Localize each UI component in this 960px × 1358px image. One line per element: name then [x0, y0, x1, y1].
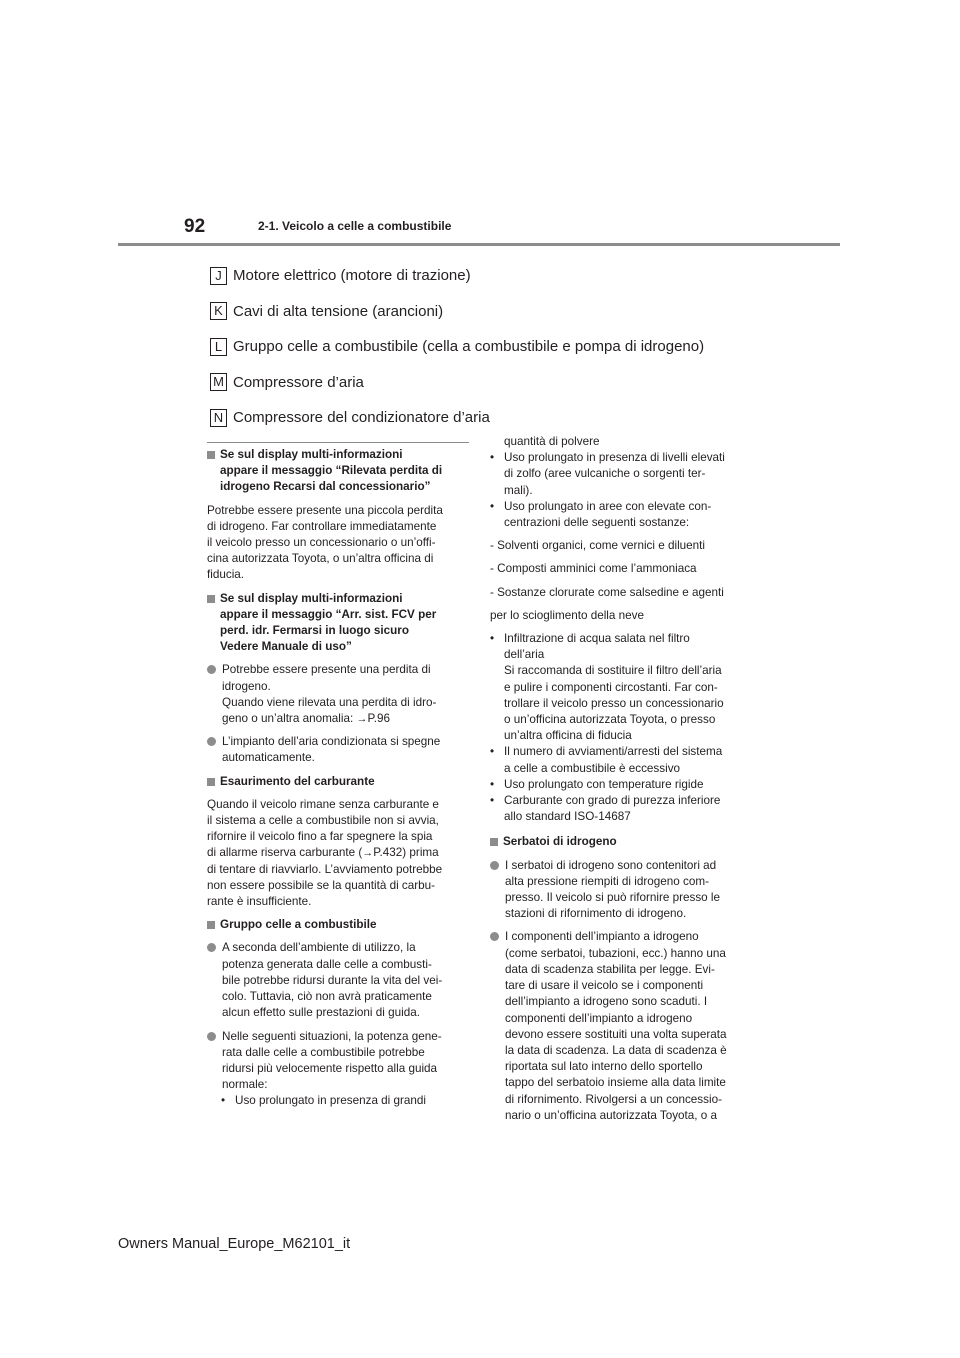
legend-item-j: [210, 258, 850, 294]
body-text: Quando il veicolo rimane senza carburante e il sistema a celle a combustibile non si avvia, rifornire il veicolo fino a far spegnere la spia di allarme riserva carburante (→P.432) prima di tentare di riavviarlo. L’avviamento potrebbe non essere possibile se la quantità di carbu- rante è insufficiente.: [207, 797, 443, 909]
continued-text: quantità di polvere: [504, 435, 600, 448]
legend-item-m: [210, 365, 850, 401]
list-item: Nelle seguenti situazioni, la potenza gene- rata dalle celle a combustibile potrebbe ridursi più velocemente rispetto alla guida normale:: [207, 1029, 469, 1094]
section-heading: Se sul display multi-informazioni appare il messaggio “Arr. sist. FCV per perd. idr. Fermarsi in luogo sicuro Vedere Manuale di uso”: [207, 591, 469, 656]
legend-item-k: [210, 294, 850, 330]
arrow-icon: →: [362, 847, 374, 860]
square-bullet-icon: [490, 838, 498, 846]
legend-text: Compressore del condizionatore d’aria: [233, 409, 490, 427]
legend-text: Cavi di alta tensione (arancioni): [233, 302, 444, 320]
legend-key: L: [210, 338, 227, 356]
sub-bullet: • Uso prolungato in presenza di grandi: [221, 1094, 427, 1108]
page-number: 92: [184, 216, 206, 237]
circle-bullet-icon: [207, 1032, 216, 1041]
sub-bullet: • Il numero di avviamenti/arresti del sistema a celle a combustibile è eccessivo: [490, 745, 723, 775]
circle-bullet-icon: [490, 932, 499, 941]
section-heading: Se sul display multi-informazioni appare il messaggio “Rilevata perdita di idrogeno Recarsi dal concessionario”: [207, 447, 469, 496]
circle-bullet-icon: [207, 665, 216, 674]
list-item: Potrebbe essere presente una perdita di idrogeno. Quando viene rilevata una perdita di idro- geno o un’altra anomalia: →P.96: [207, 662, 469, 727]
legend-text: Gruppo celle a combustibile (cella a combustibile e pompa di idrogeno): [233, 338, 705, 356]
sub-bullet: • Carburante con grado di purezza inferiore allo standard ISO-14687: [490, 794, 721, 824]
page-reference-link[interactable]: P.432) prima di tentare di riavviarlo. L’avviamento potrebbe non essere possibile se la quantità di carbu- rante è insufficiente.: [207, 846, 443, 909]
dash-item: - Sostanze clorurate come salsedine e agenti: [490, 585, 724, 599]
circle-bullet-icon: [490, 861, 499, 870]
square-bullet-icon: [207, 451, 215, 459]
circle-bullet-icon: [207, 943, 216, 952]
header-rule: [118, 243, 840, 246]
footer-doc-id: Owners Manual_Europe_M62101_it: [118, 1236, 351, 1252]
body-text: Potrebbe essere presente una piccola perdita di idrogeno. Far controllare immediatamente il veicolo presso un concessionario o un’offi- cina autorizzata Toyota, o un’altra officina di fiducia.: [207, 503, 443, 582]
sub-bullet: • Uso prolungato in aree con elevate con- centrazioni delle seguenti sostanze:: [490, 499, 712, 530]
left-column: [207, 447, 469, 1110]
legend-key: N: [210, 409, 227, 427]
arrow-icon: →: [356, 713, 368, 726]
list-item: I serbatoi di idrogeno sono contenitori ad alta pressione riempiti di idrogeno com- presso. Il veicolo si può rifornire presso le stazioni di rifornimento di idrogeno.: [490, 858, 754, 923]
page-reference-link[interactable]: P.96: [367, 712, 391, 726]
section-heading: Gruppo celle a combustibile: [207, 917, 469, 933]
list-item: L’impianto dell’aria condizionata si spegne automaticamente.: [207, 734, 469, 766]
legend-item-l: [210, 329, 850, 365]
square-bullet-icon: [207, 595, 215, 603]
legend-item-n: [210, 400, 850, 436]
section-heading: Serbatoi di idrogeno: [490, 834, 754, 850]
sub-bullet: • Uso prolungato con temperature rigide: [490, 777, 704, 791]
section-heading: Esaurimento del carburante: [207, 774, 469, 790]
legend-key: K: [210, 302, 227, 320]
legend-text: Motore elettrico (motore di trazione): [233, 267, 471, 285]
dash-item: - Solventi organici, come vernici e diluenti: [490, 539, 706, 553]
square-bullet-icon: [207, 921, 215, 929]
list-item: I componenti dell’impianto a idrogeno (come serbatoi, tubazioni, ecc.) hanno una data di scadenza stabilita per legge. Evi- tare di usare il veicolo se i componenti dell’impianto a idrogeno sono scaduti. I componenti dell’impianto a idrogeno devono essere sostituiti una volta superata la data di scadenza. La data di scadenza è riportata sul lato interno dello sportello tappo del serbatoio insieme alla data limite di rifornimento. Rivolgersi a un concessio- nario o un’officina autorizzata Toyota, o a: [490, 929, 754, 1123]
legend-key: J: [210, 267, 227, 285]
component-legend: [210, 258, 850, 436]
list-item: A seconda dell’ambiente di utilizzo, la potenza generata dalle celle a combusti- bile potrebbe ridursi durante la vita del vei- colo. Tuttavia, ciò non avrà praticamente alcun effetto sulle prestazioni di guida.: [207, 940, 469, 1021]
column-rule: [207, 442, 469, 443]
circle-bullet-icon: [207, 737, 216, 746]
legend-text: Compressore d’aria: [233, 373, 364, 391]
dash-item: - Composti amminici come l’ammoniaca: [490, 562, 697, 576]
right-column: [490, 434, 754, 1131]
sub-bullet: • Uso prolungato in presenza di livelli elevati di zolfo (aree vulcaniche o sorgenti ter- mali).: [490, 451, 725, 497]
legend-key: M: [210, 373, 227, 391]
square-bullet-icon: [207, 778, 215, 786]
dash-item-continued: per lo scioglimento della neve: [490, 608, 644, 622]
sub-bullet: • Infiltrazione di acqua salata nel filtro dell’aria Si raccomanda di sostituire il filtro dell’aria e pulire i componenti circostanti. Far con- trollare il veicolo presso un concessionario o un’officina autorizzata Toyota, o presso un’altra officina di fiducia: [490, 632, 724, 743]
section-title: 2-1. Veicolo a celle a combustibile: [258, 219, 452, 233]
